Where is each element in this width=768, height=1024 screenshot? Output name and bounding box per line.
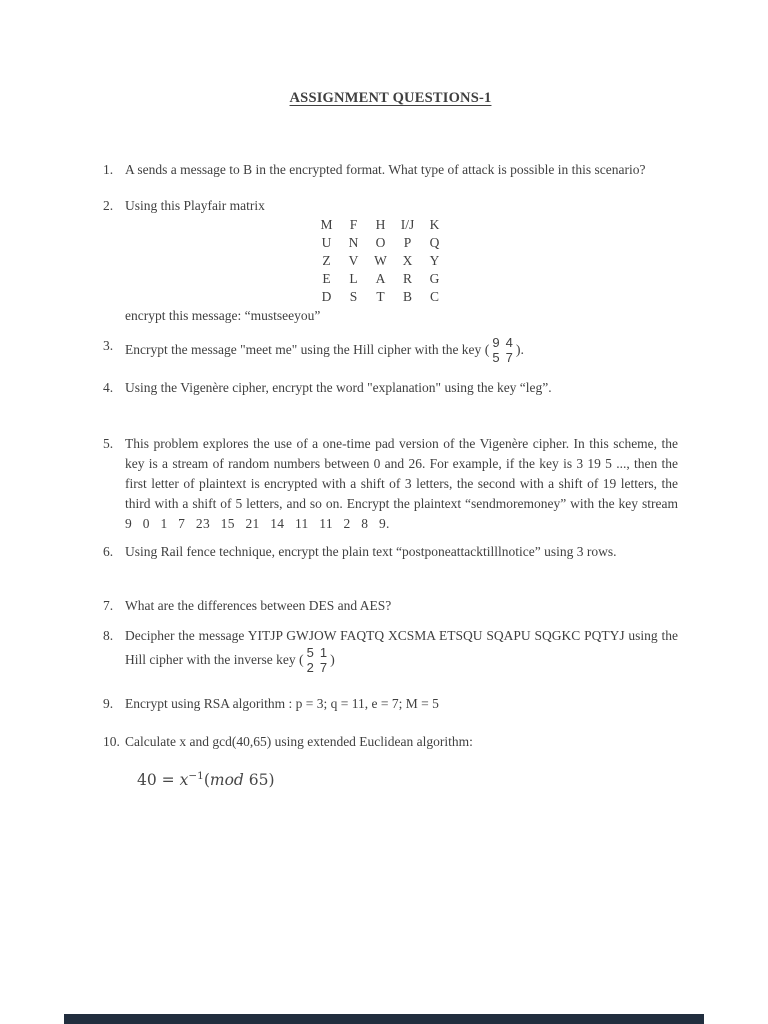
playfair-cell: O [375, 235, 386, 250]
question-5-keystream: 9 0 1 7 23 15 21 14 11 11 2 8 9. [125, 516, 390, 531]
matrix-value: 7 [505, 350, 513, 365]
playfair-cell: C [429, 289, 439, 304]
playfair-cell: M [320, 217, 333, 232]
question-7-number: 7. [103, 598, 114, 613]
question-8 [103, 626, 678, 676]
question-7 [103, 596, 678, 616]
question-9-text: Encrypt using RSA algorithm : p = 3; q = 11, e = 7; M = 5 [125, 696, 439, 711]
playfair-cell: N [348, 235, 359, 250]
question-1-text: A sends a message to B in the encrypted format. What type of attack is possible in this scenario? [125, 162, 646, 177]
question-1-number: 1. [103, 162, 114, 177]
question-4 [103, 378, 678, 398]
question-5-text: This problem explores the use of a one-time pad version of the Vigenère cipher. In this scheme, the key is a stream of random numbers between 0 and 26. For example, if the key is 3 19 5 ..., then the first letter of plaintext is encrypted with a shift of 3 letters, the second with a shift of 19 letters, the third with a shift of 5 letters, and so on. Encrypt the plaintext “sendmoremoney” with the key stream [125, 436, 678, 511]
formula-exponent: −1 [188, 769, 204, 782]
matrix-value: 7 [319, 660, 328, 675]
playfair-cell: S [349, 289, 358, 304]
formula-close: 65) [243, 771, 275, 789]
playfair-cell: H [375, 217, 386, 232]
formula-variable: x [179, 771, 189, 789]
question-2-outro: encrypt this message: “mustseeyou” [125, 308, 321, 323]
question-1 [103, 160, 678, 180]
playfair-cell: L [349, 271, 358, 286]
matrix-paren-open: ( [298, 653, 304, 669]
hill-key-matrix [484, 335, 524, 365]
mod-inverse-formula [137, 768, 678, 792]
playfair-cell: U [321, 235, 332, 250]
formula-lhs: 40 = [137, 771, 180, 789]
playfair-cell: P [403, 235, 412, 250]
question-4-number: 4. [103, 380, 114, 395]
question-3 [103, 336, 678, 366]
question-8-number: 8. [103, 628, 114, 643]
matrix-paren-open: ( [484, 343, 490, 359]
hill-inverse-key-matrix [298, 645, 335, 675]
matrix-column [304, 645, 317, 675]
page-title [103, 88, 678, 108]
question-10 [103, 732, 678, 752]
question-3-text: Encrypt the message "meet me" using the Hill cipher with the key [125, 342, 485, 358]
matrix-column [317, 645, 330, 675]
question-5-number: 5. [103, 436, 114, 451]
playfair-cell: A [375, 271, 386, 286]
playfair-cell: D [321, 289, 332, 304]
playfair-cell: G [429, 271, 440, 286]
playfair-cell: F [349, 217, 358, 232]
matrix-value: 4 [505, 335, 513, 350]
matrix-paren-close: ). [515, 343, 524, 359]
playfair-cell: I/J [400, 217, 415, 232]
question-7-text: What are the differences between DES and AES? [125, 598, 392, 613]
playfair-cell: T [376, 289, 385, 304]
question-6-text: Using Rail fence technique, encrypt the plain text “postponeattacktilllnotice” using 3 rows. [125, 544, 617, 559]
matrix-value: 5 [306, 645, 314, 660]
question-6 [103, 542, 678, 562]
playfair-cell: X [402, 253, 413, 268]
playfair-cell: K [429, 217, 440, 232]
question-8-text: Decipher the message YITJP GWJOW FAQTQ XCSMA ETSQU SQAPU SQGKC PQTYJ using the Hill cipher with the inverse key [125, 628, 678, 668]
matrix-value: 1 [319, 645, 328, 660]
question-9 [103, 694, 678, 714]
matrix-value: 9 [492, 335, 500, 350]
question-2-intro: Using this Playfair matrix [125, 198, 265, 213]
formula-mod: mod [209, 771, 244, 789]
matrix-column [503, 335, 516, 365]
question-2 [103, 196, 678, 326]
playfair-cell: E [322, 271, 331, 286]
playfair-cell: V [348, 253, 359, 268]
playfair-cell: W [374, 253, 387, 268]
question-5 [103, 434, 678, 534]
question-10-text: Calculate x and gcd(40,65) using extended Euclidean algorithm: [125, 734, 473, 749]
playfair-cell: R [402, 271, 412, 286]
page-title-text: ASSIGNMENT QUESTIONS-1 [289, 90, 492, 106]
playfair-cell: Y [429, 253, 440, 268]
question-4-text: Using the Vigenère cipher, encrypt the word "explanation" using the key “leg”. [125, 380, 552, 395]
viewer-bottom-bar [64, 1014, 704, 1024]
matrix-paren-close: ) [330, 653, 335, 669]
formula-paren-open: ( [203, 771, 210, 789]
question-3-number: 3. [103, 338, 114, 353]
question-10-number: 10. [103, 734, 120, 749]
playfair-cell: Z [322, 253, 331, 268]
question-2-number: 2. [103, 198, 114, 213]
question-6-number: 6. [103, 544, 114, 559]
question-9-number: 9. [103, 696, 114, 711]
playfair-matrix [313, 216, 678, 306]
matrix-value: 2 [306, 660, 314, 675]
playfair-cell: Q [429, 235, 440, 250]
matrix-column [489, 335, 502, 365]
matrix-value: 5 [492, 350, 500, 365]
playfair-cell: B [402, 289, 412, 304]
